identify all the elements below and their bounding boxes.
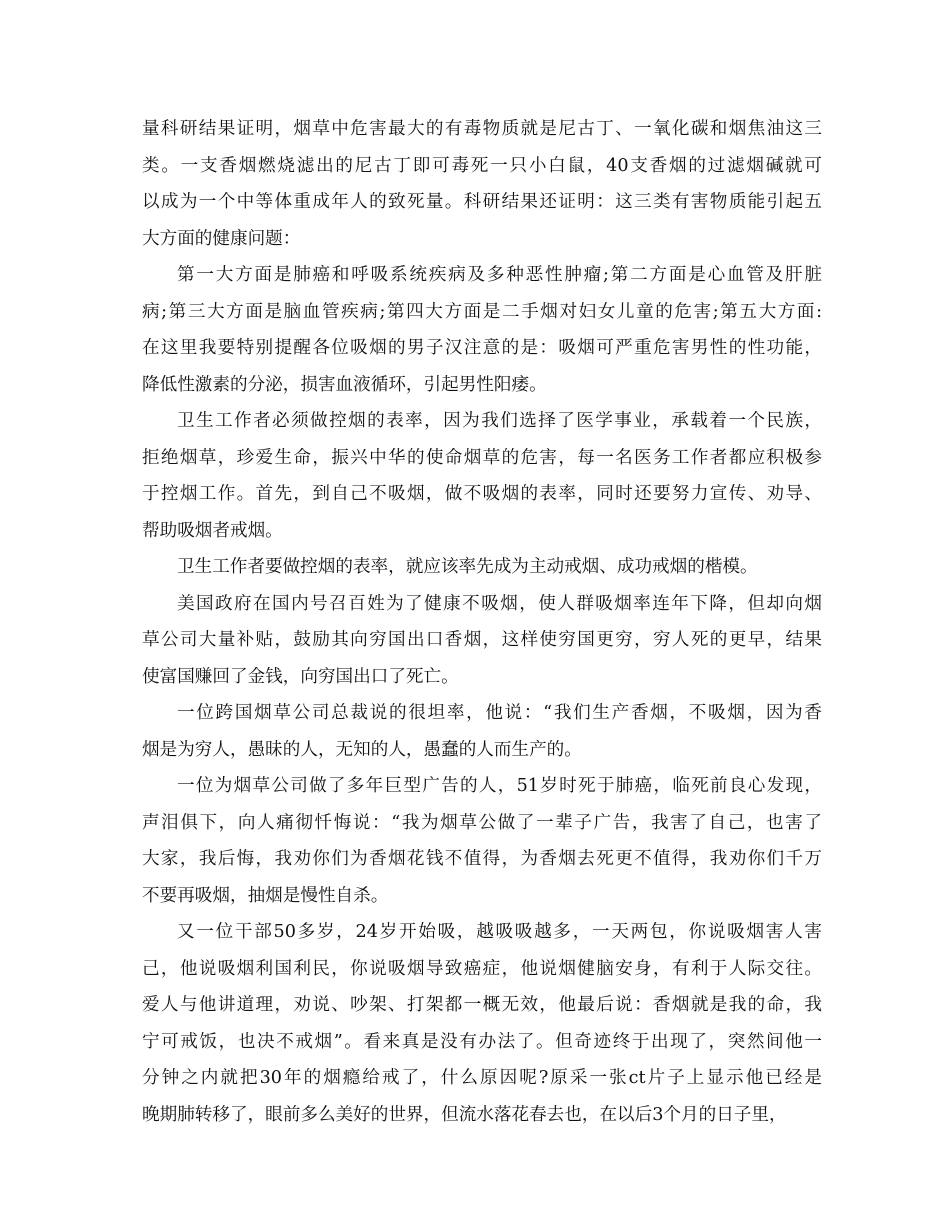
text-line: 以成为一个中等体重成年人的致死量。科研结果还证明：这三类有害物质能引起五 [142,192,822,212]
text-line: 在这里我要特别提醒各位吸烟的男子汉注意的是：吸烟可严重危害男性的性功能， [142,338,822,358]
paragraph [142,403,822,549]
paragraph [142,111,822,257]
text-line: 使富国赚回了金钱，向穷国出口了死亡。 [142,666,459,687]
paragraph [142,549,822,586]
text-line: 美国政府在国内号召百姓为了健康不吸烟，使人群吸烟率连年下降，但却向烟 [177,593,822,614]
paragraph [142,695,822,768]
text-line: 大方面的健康问题： [142,228,301,249]
text-line: 爱人与他讲道理，劝说、吵架、打架都一概无效，他最后说：香烟就是我的命，我 [142,995,822,1015]
text-line: 降低性激素的分泌，损害血液循环，引起男性阳痿。 [142,374,547,395]
text-line: 量科研结果证明，烟草中危害最大的有毒物质就是尼古丁、一氧化碳和烟焦油这三 [142,119,822,139]
text-line: 一位跨国烟草公司总裁说的很坦率，他说：“我们生产香烟，不吸烟，因为香 [177,703,822,723]
text-line: 一位为烟草公司做了多年巨型广告的人，51岁时死于肺癌，临死前良心发现， [177,776,822,796]
text-line: 大家，我后悔，我劝你们为香烟花钱不值得，为香烟去死更不值得，我劝你们千万 [142,849,822,869]
text-line: 宁可戒饭，也决不戒烟”。看来真是没有办法了。但奇迹终于出现了，突然间他一 [142,1031,822,1052]
text-line: 草公司大量补贴，鼓励其向穷国出口香烟，这样使穷国更穷，穷人死的更早，结果 [142,630,822,650]
text-line: 帮助吸烟者戒烟。 [142,520,283,541]
paragraph [142,768,822,914]
text-line: 拒绝烟草，珍爱生命，振兴中华的使命烟草的危害，每一名医务工作者都应积极参 [142,447,822,468]
text-line: 分钟之内就把30年的烟瘾给戒了，什么原因呢?原采一张ct片子上显示他已经是 [142,1068,822,1088]
document-body [142,111,822,1133]
paragraph [142,586,822,696]
text-line: 烟是为穷人，愚昧的人，无知的人，愚蠢的人而生产的。 [142,739,582,760]
text-line: 类。一支香烟燃烧滤出的尼古丁即可毒死一只小白鼠，40支香烟的过滤烟碱就可 [142,155,822,176]
text-line: 病;第三大方面是脑血管疾病;第四大方面是二手烟对妇女儿童的危害;第五大方面: [142,301,822,322]
text-line: 卫生工作者必须做控烟的表率，因为我们选择了医学事业，承载着一个民族， [177,411,822,431]
text-line: 不要再吸烟，抽烟是慢性自杀。 [142,885,389,906]
text-line: 卫生工作者要做控烟的表率，就应该率先成为主动戒烟、成功戒烟的楷模。 [177,557,758,577]
text-line: 第一大方面是肺癌和呼吸系统疾病及多种恶性肿瘤;第二方面是心血管及肝脏 [177,265,822,285]
paragraph [142,914,822,1133]
text-line: 又一位干部50多岁，24岁开始吸，越吸吸越多，一天两包，你说吸烟害人害 [177,922,822,942]
text-line: 己，他说吸烟利国利民，你说吸烟导致癌症，他说烟健脑安身，有利于人际交往。 [142,958,822,979]
text-line: 晚期肺转移了，眼前多么美好的世界，但流水落花春去也，在以后3个月的日子里， [142,1104,787,1125]
text-line: 于控烟工作。首先，到自己不吸烟，做不吸烟的表率，同时还要努力宣传、劝导、 [142,484,822,504]
paragraph [142,257,822,403]
text-line: 声泪俱下，向人痛彻忏悔说：“我为烟草公做了一辈子广告，我害了自己，也害了 [142,812,822,833]
